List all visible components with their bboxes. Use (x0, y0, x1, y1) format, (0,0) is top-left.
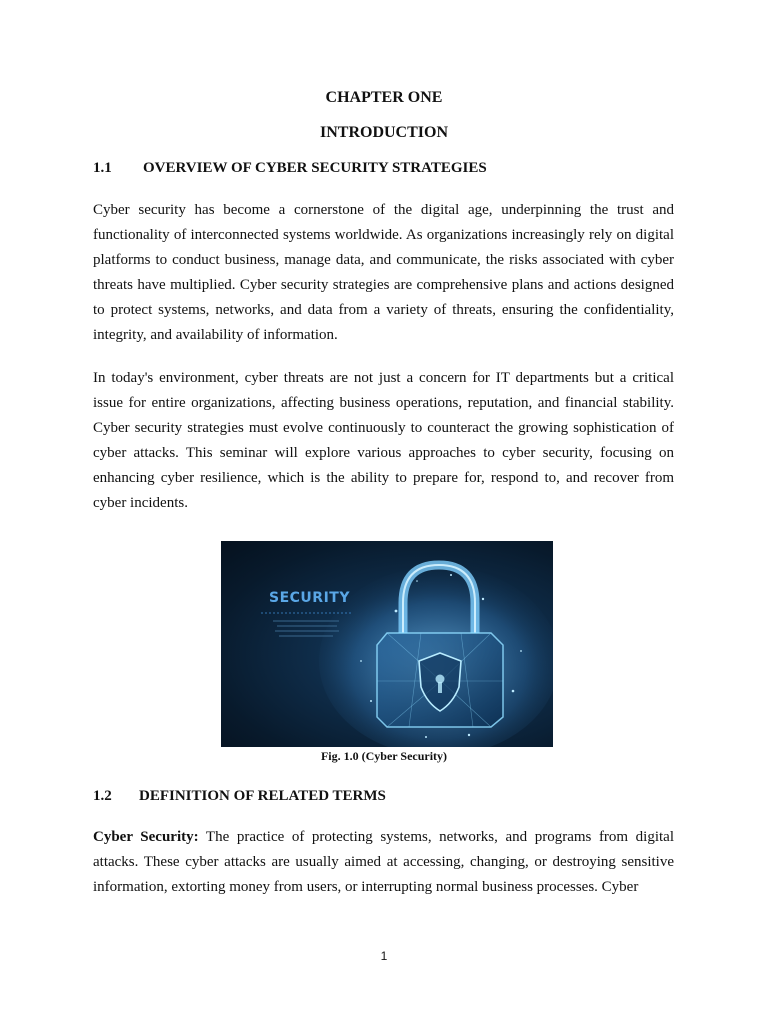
padlock-illustration (221, 541, 553, 747)
section-heading-1-1 (93, 158, 487, 178)
figure-caption: Fig. 1.0 (Cyber Security) (320, 749, 448, 763)
paragraph: In today's environment, cyber threats are not just a concern for IT departments but a critical issue for entire organizations, affecting business operations, reputation, and financial stability. Cyber security strategies must evolve continuously to counteract the growing sophistication of cyber attacks. This seminar will explore various approaches to cyber security, focusing on enhancing cyber resilience, which is the ability to prepare for, respond to, and recover from cyber incidents. (93, 370, 674, 511)
definition-text: The practice of protecting systems, networks, and programs from digital attacks. These cyber attacks are usually aimed at accessing, changing, or destroying sensitive information, extorting money from users, or interrupting normal business processes. Cyber (93, 829, 674, 895)
section-title: OVERVIEW OF CYBER SECURITY STRATEGIES (143, 160, 487, 176)
section-heading-1-2 (93, 786, 386, 806)
definition-term: Cyber Security: (93, 829, 199, 845)
section-title: DEFINITION OF RELATED TERMS (139, 788, 386, 804)
chapter-title: CHAPTER ONE (325, 89, 443, 106)
chapter-subtitle: INTRODUCTION (319, 124, 448, 141)
section-number: 1.1 (93, 160, 112, 176)
section-number: 1.2 (93, 788, 112, 804)
cyber-security-figure (221, 541, 553, 747)
paragraph: Cyber security has become a cornerstone of the digital age, underpinning the trust and functionality of interconnected systems worldwide. As organizations increasingly rely on digital platforms to conduct business, manage data, and communicate, the risks associated with cyber threats have multiplied. Cyber security strategies are comprehensive plans and actions designed to protect systems, networks, and data from a variety of threats, ensuring the confidentiality, integrity, and availability of information. (93, 202, 674, 343)
security-label: SECURITY (269, 590, 350, 606)
page-number: 1 (380, 949, 388, 963)
definition-paragraph (93, 825, 674, 900)
